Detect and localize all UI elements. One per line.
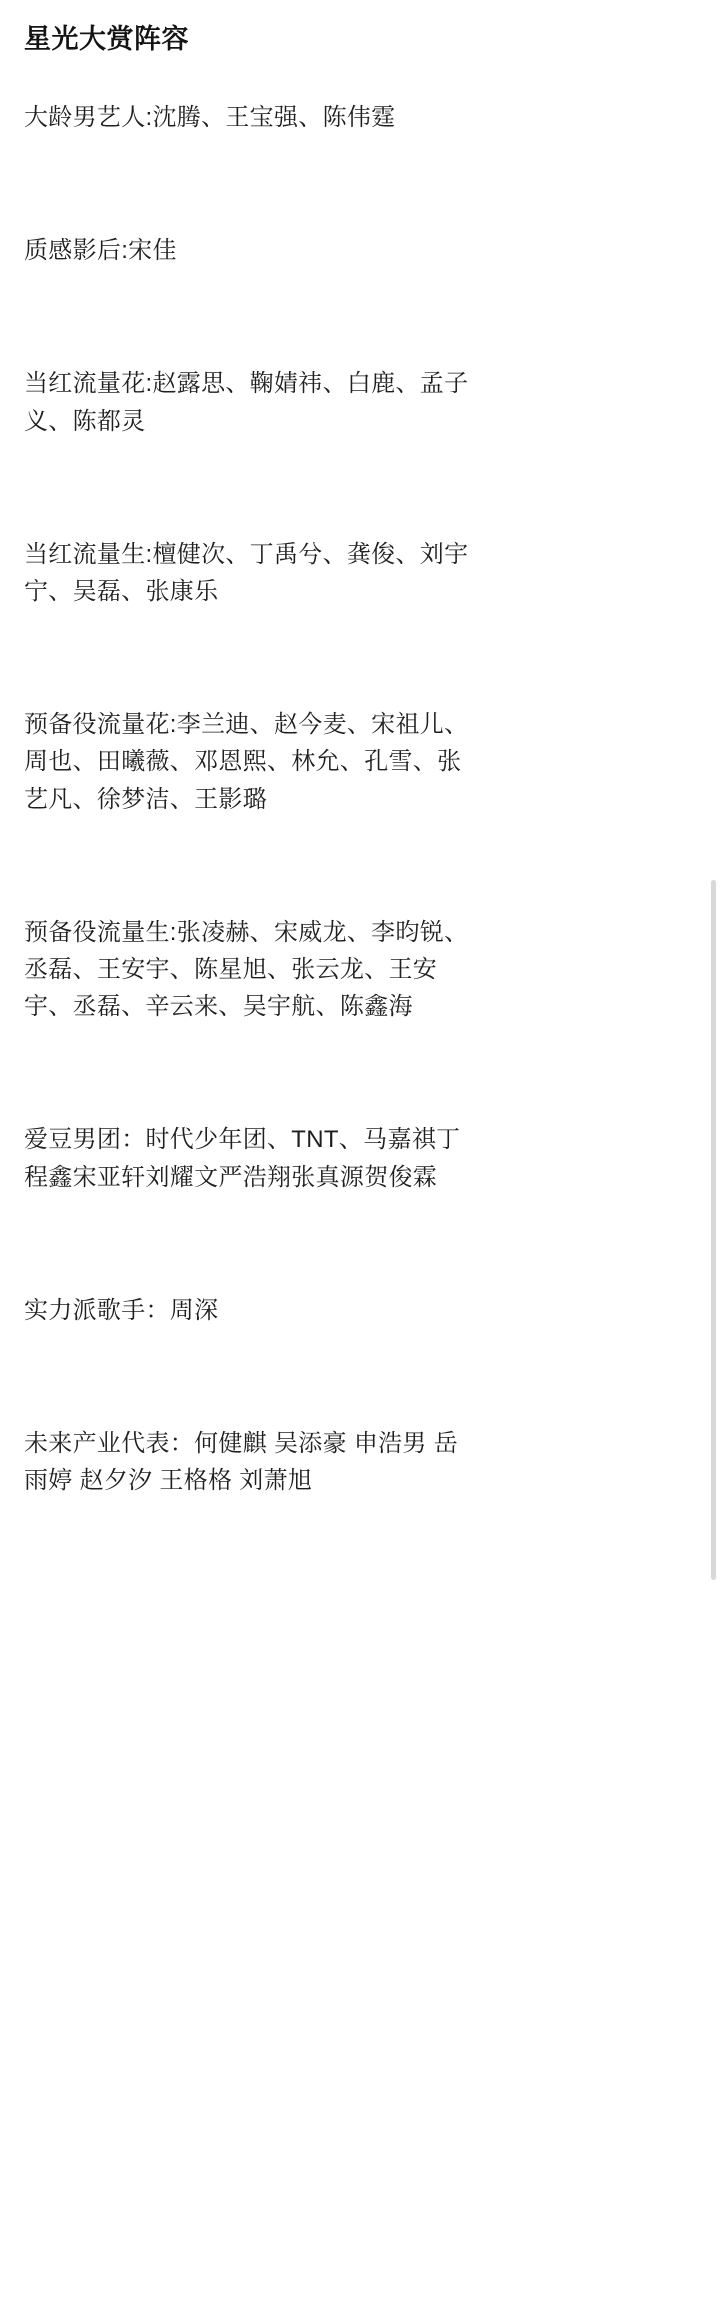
paragraph-popular-traffic-actors: 当红流量生:檀健次、丁禹兮、龚俊、刘宇宁、吴磊、张康乐 <box>24 540 469 606</box>
paragraph-reserve-traffic-actors: 预备役流量生:张凌赫、宋威龙、李昀锐、丞磊、王安宇、陈星旭、张云龙、王安宇、丞磊、辛云来、吴宇航、陈鑫海 <box>24 918 469 1021</box>
paragraph-powerhouse-singer: 实力派歌手：周深 <box>24 1296 219 1324</box>
paragraph-future-industry-representatives: 未来产业代表：何健麒 吴添豪 申浩男 岳雨婷 赵夕汐 王格格 刘萧旭 <box>24 1429 459 1495</box>
page-title: 星光大赏阵容 <box>24 24 189 54</box>
paragraph-older-male-artists: 大龄男艺人:沈腾、王宝强、陈伟霆 <box>24 104 396 132</box>
paragraph-texture-best-actress: 质感影后:宋佳 <box>24 237 177 265</box>
vertical-scrollbar[interactable] <box>711 880 716 1580</box>
paragraph-reserve-traffic-actresses: 预备役流量花:李兰迪、赵今麦、宋祖儿、周也、田曦薇、邓恩熙、林允、孔雪、张艺凡、徐梦洁、王影璐 <box>24 711 469 813</box>
paragraph-popular-traffic-actresses: 当红流量花:赵露思、鞠婧祎、白鹿、孟子义、陈都灵 <box>24 370 469 435</box>
paragraph-idol-boy-group: 爱豆男团：时代少年团、TNT、马嘉祺丁程鑫宋亚轩刘耀文严浩翔张真源贺俊霖 <box>24 1126 461 1191</box>
